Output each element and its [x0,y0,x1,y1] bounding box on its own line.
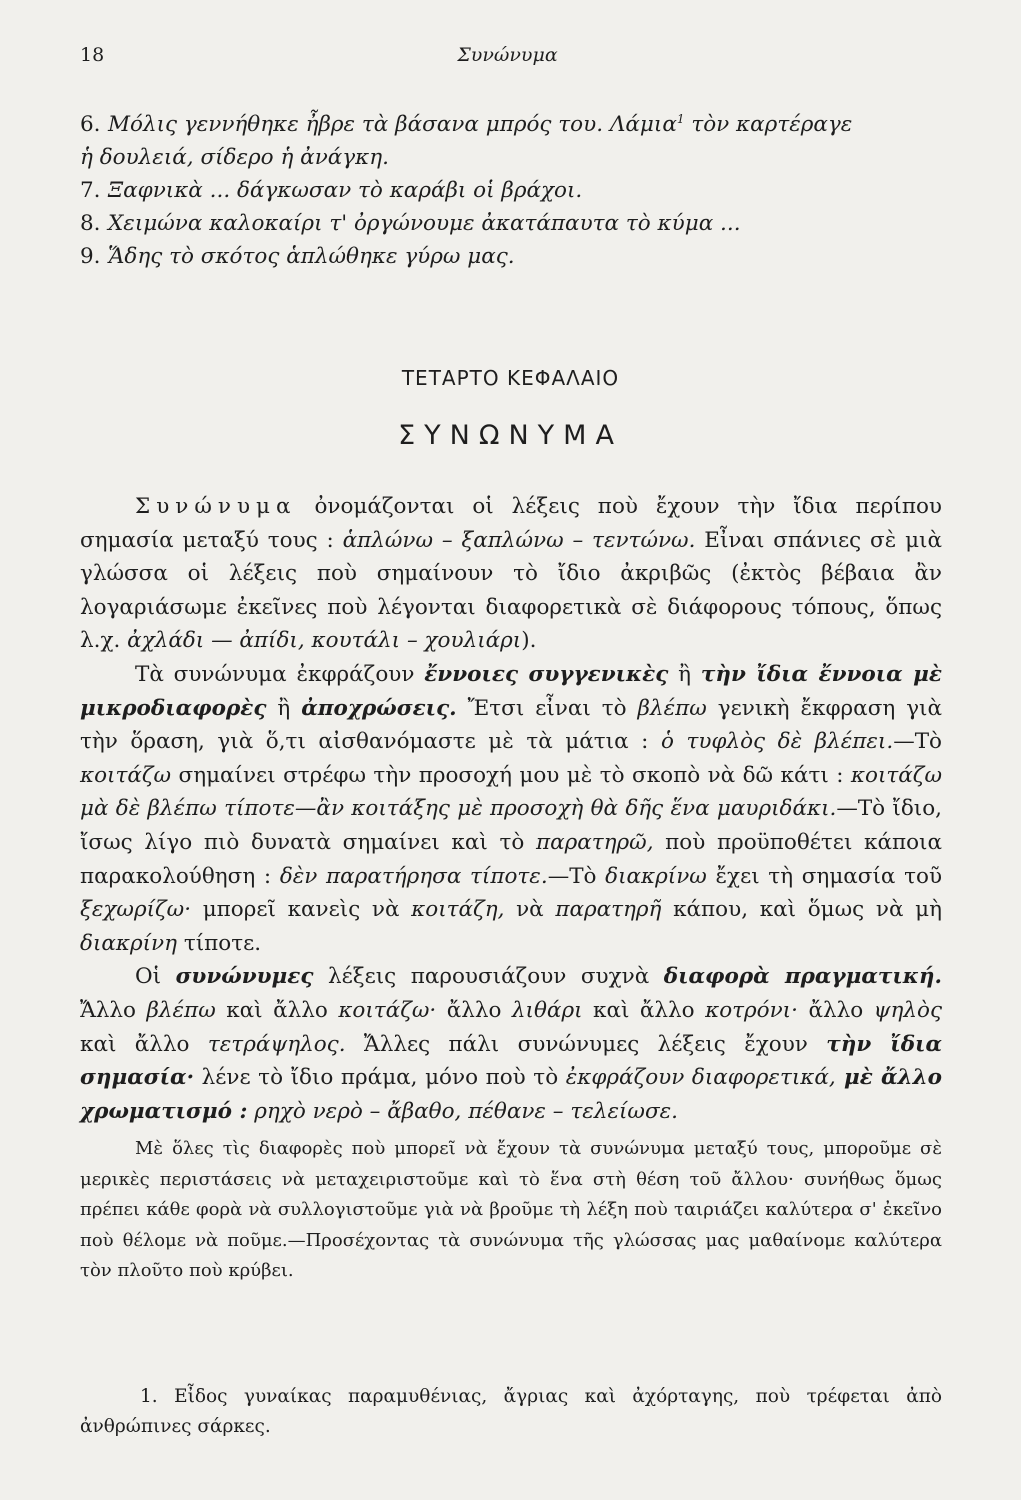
text-run: Τὰ συνώνυμα ἐκφράζουν [135,661,425,687]
italic-run: ὁ τυφλὸς δὲ βλέπει. [660,729,894,755]
text-run: —Τὸ [893,729,942,755]
italic-run: δὲν παρατήρησα τίποτε. [279,863,548,889]
example-text: Χειμώνα καλοκαίρι τ' ὀργώνουμε ἀκατάπαυτα τὸ κύμα ... [108,211,741,237]
italic-run: βλέπω [146,997,216,1023]
text-run: ποὺ προϋποθέτει κάποια παρακολούθηση : [80,829,943,889]
term-spaced: Συνώνυμα [135,494,297,519]
footnote-text: 1. Εἶδος γυναίκας παραμυθένιας, ἄγριας καὶ ἀχόρταγης, ποὺ τρέφεται ἀπὸ ἀνθρώπινες σάρκες. [80,1386,942,1437]
text-run: λένε τὸ ἴδιο πράμα, μόνο ποὺ τὸ [194,1065,566,1091]
example-item [80,103,940,174]
example-list [80,103,940,273]
emphasis: τὴν ἴδια σημασία· [80,1031,942,1091]
italic-run: κοιτάζω μὰ δὲ βλέπω τίποτε—ἂν κοιτάξης μὲ προσοχὴ θὰ δῆς ἕνα μαυριδάκι. [80,762,942,822]
text-run: Οἱ [135,964,176,990]
text-run: ). [521,628,537,654]
page-number: 18 [80,44,105,66]
example-continuation: ἡ δουλειά, σίδερο ἡ ἀνάγκη. [80,145,389,171]
text-run: ἔχει τὴ σημασία τοῦ [706,863,943,889]
example-number: 7. [80,178,101,204]
example-words: ἁπλώνω – ξαπλώνω – τεντώνω. [342,527,696,553]
text-run: κάπου, καὶ ὅμως νὰ μὴ [661,897,942,923]
example-item [80,207,940,240]
italic-run: λιθάρι [511,997,583,1023]
text-run: ἢ [668,661,701,687]
text-run: καὶ ἄλλο [215,997,339,1023]
emphasis: τὴν ἴδια ἔννοια μὲ μικροδιαφορὲς [80,661,942,721]
text-run: σημαίνει στρέφω τὴν προσοχή μου μὲ τὸ σκοπὸ νὰ δῶ κάτι : [171,762,851,788]
footnote-marker: 1 [676,112,685,126]
italic-run: ξεχωρίζω· [80,897,192,923]
emphasis: ἔννοιες συγγενικὲς [424,661,669,687]
text-run: λέξεις παρουσιάζουν συχνὰ [313,964,664,990]
emphasis: μὲ ἄλλο χρωματισμό : [80,1065,943,1124]
paragraph-usage: Μὲ ὅλες τὶς διαφορὲς ποὺ μπορεῖ νὰ ἔχουν τὰ συνώνυμα μεταξύ τους, μποροῦμε σὲ μερικὲς περιστάσεις νὰ μεταχειριστοῦμε καὶ τὸ ἕνα στὴ θέση τοῦ ἄλλου· συνήθως ὅμως πρέπει κάθε φορὰ νὰ συλλογιστοῦμε γιὰ νὰ βροῦμε τὴ λέξη ποὺ ταιριάζει καλύτερα σ' ἐκεῖνο ποὺ θέλομε νὰ ποῦμε.—Προσέχοντας τὰ συνώνυμα τῆς γλώσσας μας μαθαίνομε καλύτερα τὸν πλοῦτο ποὺ κρύβει. [80,1138,942,1282]
text-run: —Τὸ ἴδιο, ἴσως λίγο πιὸ δυνατὰ σημαίνει καὶ τὸ [80,796,942,855]
italic-run: ρηχὸ νερὸ – ἄβαθο, πέθανε – τελείωσε. [254,1098,678,1124]
paragraph-differences [80,960,942,1128]
italic-run: βλέπω [637,695,707,721]
text-run: ὀνομάζονται οἱ λέξεις ποὺ ἔχουν τὴν ἴδια περίπου σημασία μεταξύ τους : [80,494,942,553]
chapter-title: ΣΥΝΩΝΥΜΑ [398,420,623,451]
body-text [80,490,942,1287]
emphasis: συνώνυμες [175,964,314,990]
text-run: καὶ ἄλλο [80,1031,208,1057]
emphasis: ἀποχρώσεις. [301,695,457,721]
text-run: καὶ ἄλλο [582,997,706,1023]
running-title: Συνώνυμα [457,44,558,66]
example-text: Ξαφνικὰ ... δάγκωσαν τὸ καράβι οἱ βράχοι. [108,178,583,204]
italic-run: κοιτάζω· [338,997,437,1023]
example-number: 6. [80,112,101,138]
italic-run: τετράψηλος. [207,1031,346,1057]
italic-run: κοιτάζω [80,762,172,788]
text-run: Ἔτσι εἶναι τὸ [456,695,638,721]
example-text: τὸν καρτέραγε [684,112,853,138]
italic-run: ἐκφράζουν διαφορετικά, [565,1065,836,1091]
emphasis: διαφορὰ πραγματική. [663,964,942,990]
text-run: νὰ [504,897,556,923]
example-words: ἀχλάδι — ἀπίδι, κουτάλι – χουλιάρι [127,628,522,654]
text-run: Ἄλλο [80,997,147,1023]
example-text: Ἅδης τὸ σκότος ἁπλώθηκε γύρω μας. [108,244,515,270]
chapter-label: ΤΕΤΑΡΤΟ ΚΕΦΑΛΑΙΟ [401,366,620,390]
italic-run: παρατηρῆ [555,897,662,923]
text-run: ἄλλο [436,997,512,1023]
footnote [80,1382,942,1442]
text-run: γενικὴ ἔκφραση γιὰ τὴν ὅραση, γιὰ ὅ,τι αἰσθανόμαστε μὲ τὰ μάτια : [80,695,942,755]
text-run: ἢ [266,695,302,721]
example-item [80,174,940,207]
italic-run: ψηλὸς [873,997,943,1023]
italic-run: κοτρόνι· [705,997,798,1023]
italic-run: παρατηρῶ, [535,829,654,855]
text-run: Ἄλλες πάλι συνώνυμες λέξεις ἔχουν [345,1031,827,1057]
paragraph-nuances [80,658,942,960]
text-run: —Τὸ [547,863,606,889]
example-item [80,240,940,273]
text-run: τίποτε. [177,930,262,956]
italic-run: διακρίνω [605,863,707,889]
text-run: μπορεῖ κανεὶς νὰ [191,897,412,923]
italic-run: κοιτάζη, [411,897,505,923]
example-number: 8. [80,211,101,237]
example-number: 9. [80,244,101,270]
paragraph-definition [80,490,942,658]
text-run: Εἶναι σπάνιες σὲ μιὰ γλώσσα οἱ λέξεις ποὺ σημαίνουν τὸ ἴδιο ἀκριβῶς (ἐκτὸς βέβαια ἂν λογαριάσωμε ἐκεῖνες ποὺ λέγονται διαφορετικὰ σὲ διάφορους τόπους, ὅπως λ.χ. [80,527,942,654]
example-text: Μόλις γεννήθηκε ἦβρε τὰ βάσανα μπρός του. Λάμια [108,112,677,138]
page-header [80,44,935,74]
italic-run: διακρίνη [80,930,178,956]
text-run: ἄλλο [797,997,874,1023]
